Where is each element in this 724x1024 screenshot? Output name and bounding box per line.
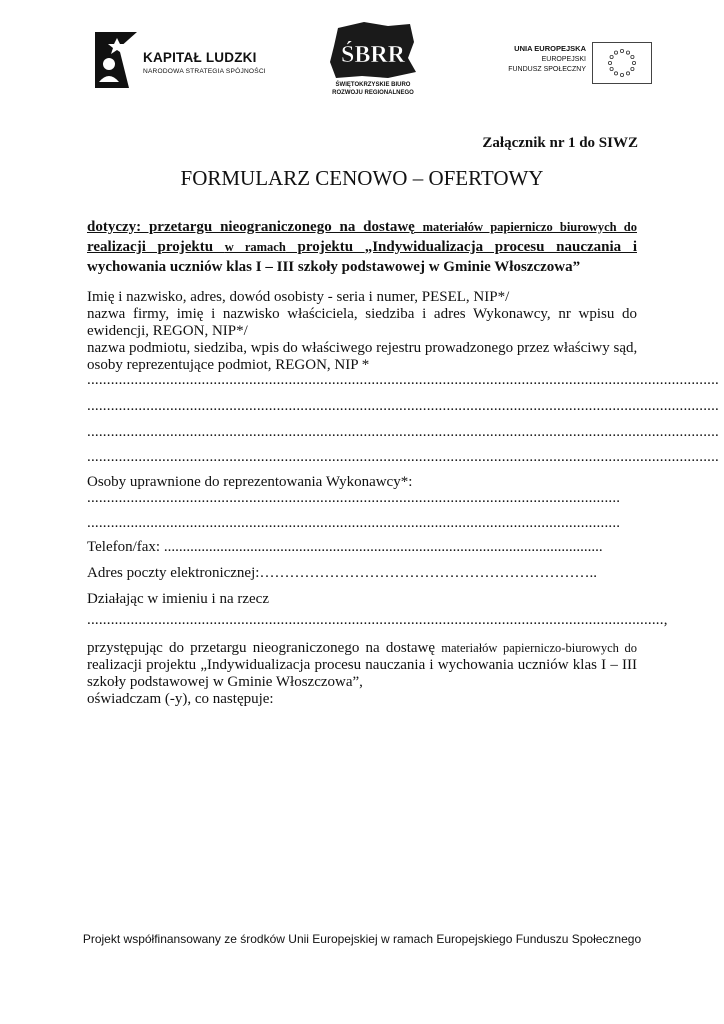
footer-text: Projekt współfinansowany ze środków Unii Europejskiej w ramach Europejskiego Funduszu Społecznego: [82, 932, 642, 946]
sbrr-logo-text: ŚBRR: [340, 42, 406, 68]
phone-dots: .....................................................................................................................: [163, 539, 603, 555]
kapital-ludzki-emblem-icon: [95, 30, 137, 88]
eu-line2: EUROPEJSKI: [541, 56, 586, 63]
sbrr-region-map-icon: [318, 22, 428, 80]
subject-line-2: [87, 239, 637, 256]
form-title: FORMULARZ CENOWO – OFERTOWY: [180, 166, 544, 190]
identity-dots-3: ................................................................................................................................................................: [87, 424, 719, 440]
subject-line-2b: w ramach: [224, 240, 286, 254]
joining-line-1a: przystępując do przetargu nieograniczonego na dostawę: [87, 640, 442, 656]
identity-line-5: osoby reprezentujące podmiot, REGON, NIP *: [87, 357, 370, 373]
acting-label: Działając w imieniu i na rzecz: [87, 591, 269, 607]
representatives-dots-2: .......................................................................................................................................: [87, 515, 621, 531]
representatives-dots-1: .......................................................................................................................................: [87, 490, 621, 506]
subject-line-2a: realizacji projektu: [87, 239, 225, 255]
subject-line-2c: projektu: [285, 239, 365, 255]
phone-label: Telefon/fax:: [87, 539, 164, 555]
identity-dots-4: ................................................................................................................................................................: [87, 449, 719, 465]
subject-line-1a: dotyczy: przetargu nieograniczonego na dostawę: [87, 219, 423, 235]
kapital-ludzki-title: KAPITAŁ LUDZKI: [143, 50, 257, 65]
sbrr-name-line1: ŚWIĘTOKRZYSKIE BIURO: [335, 82, 411, 88]
identity-line-3: ewidencji, REGON, NIP*/: [87, 323, 248, 339]
subject-line-1b: materiałów papierniczo biurowych do: [422, 220, 637, 234]
eu-flag-icon: [592, 42, 652, 84]
kapital-ludzki-subtitle: NARODOWA STRATEGIA SPÓJNOŚCI: [143, 68, 266, 75]
eu-logo: [500, 42, 652, 92]
joining-line-3: szkoły podstawowej w Gminie Włoszczowa”,: [87, 674, 363, 690]
joining-line-2: realizacji projektu „Indywidualizacja procesu nauczania i wychowania uczniów klas I – III: [87, 657, 637, 673]
sbrr-logo: [318, 22, 428, 104]
email-dots: …………………………………………………………..: [259, 565, 597, 581]
representatives-label: Osoby uprawnione do reprezentowania Wykonawcy*:: [87, 474, 413, 490]
identity-dots-1: ................................................................................................................................................................: [87, 372, 719, 388]
annex-label: Załącznik nr 1 do SIWZ: [482, 135, 638, 151]
sbrr-name-line2: ROZWOJU REGIONALNEGO: [332, 90, 414, 96]
phone-row: [87, 539, 603, 556]
identity-line-4: nazwa podmiotu, siedziba, wpis do właściwego rejestru prowadzonego przez właściwy sąd,: [87, 340, 638, 356]
identity-dots-2: ................................................................................................................................................................: [87, 398, 719, 414]
kapital-ludzki-logo: [95, 30, 285, 90]
joining-line-4: oświadczam (-y), co następuje:: [87, 691, 274, 707]
email-label: Adres poczty elektronicznej:: [87, 565, 260, 581]
joining-line-1: [87, 640, 637, 657]
eu-line3: FUNDUSZ SPOŁECZNY: [508, 66, 586, 73]
joining-line-1b: materiałów papierniczo-biurowych do: [441, 641, 637, 655]
subject-line-2d: „Indywidualizacja procesu nauczania i: [364, 239, 637, 255]
email-row: [87, 565, 617, 582]
identity-line-1: Imię i nazwisko, adres, dowód osobisty - seria i numer, PESEL, NIP*/: [87, 289, 510, 305]
subject-line-1: [87, 219, 637, 236]
acting-dots: ..................................................................................................................................................,: [87, 612, 668, 628]
eu-line1: UNIA EUROPEJSKA: [514, 44, 586, 53]
identity-line-2: nazwa firmy, imię i nazwisko właściciela, siedziba i adres Wykonawcy, nr wpisu do: [87, 306, 637, 322]
subject-line-3: wychowania uczniów klas I – III szkoły podstawowej w Gminie Włoszczowa”: [87, 259, 581, 275]
